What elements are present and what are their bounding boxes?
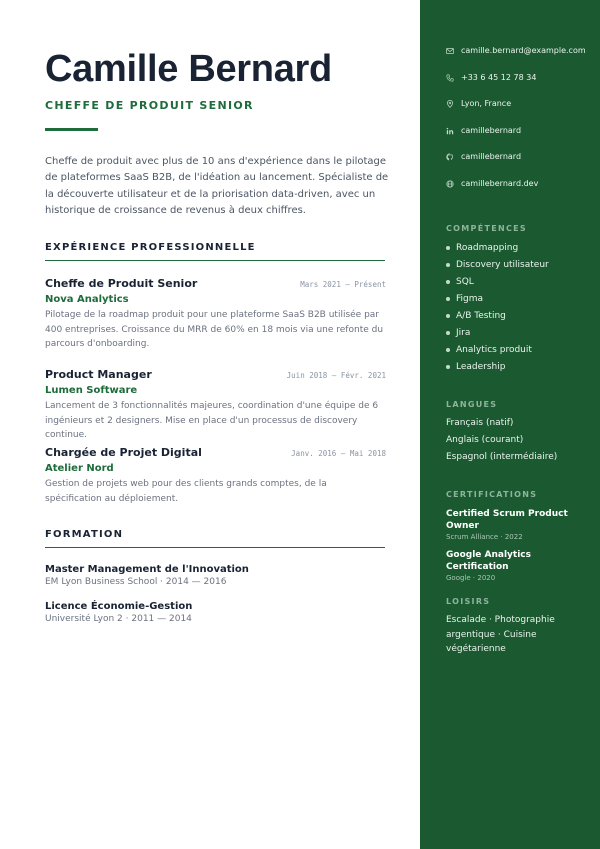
language-item: Espagnol (intermédiaire) — [446, 452, 558, 462]
job-dates: Mars 2021 — Présent — [300, 280, 386, 289]
job-dates: Janv. 2016 — Mai 2018 — [291, 449, 386, 458]
degree-title: Licence Économie-Gestion — [45, 601, 193, 612]
bullet-dot — [446, 314, 450, 318]
language-item: Français (natif) — [446, 418, 514, 428]
skill-item — [446, 362, 505, 372]
bullet-dot — [446, 365, 450, 369]
job-dates: Juin 2018 — Févr. 2021 — [286, 371, 386, 380]
job-description: Pilotage de la roadmap produit pour une plateforme SaaS B2B utilisée par 400 entreprises. Croissance du MRR de 60% en 18 mois via une refonte du parcours d'onboarding. — [45, 310, 384, 349]
skill-item — [446, 311, 506, 321]
contact-linkedin[interactable] — [446, 126, 596, 135]
job-title: CHEFFE DE PRODUIT SENIOR — [45, 99, 254, 112]
globe-icon — [446, 180, 454, 188]
skill-label: Jira — [456, 328, 471, 338]
languages-heading: LANGUES — [446, 400, 498, 409]
website-text: camillebernard.dev — [461, 179, 539, 188]
language-item: Anglais (courant) — [446, 435, 524, 445]
job-company: Nova Analytics — [45, 294, 129, 305]
bullet-dot — [446, 297, 450, 301]
skill-label: SQL — [456, 277, 474, 287]
job-role: Product Manager — [45, 368, 152, 381]
bullet-dot — [446, 263, 450, 267]
skills-heading: COMPÉTENCES — [446, 224, 527, 233]
job-description: Gestion de projets web pour des clients grands comptes, de la spécification au déploiement. — [45, 479, 327, 504]
degree-detail: EM Lyon Business School · 2014 — 2016 — [45, 577, 227, 587]
certification-detail: Scrum Alliance · 2022 — [446, 533, 523, 541]
job-company: Lumen Software — [45, 385, 138, 396]
job-entry — [45, 446, 386, 506]
education-heading: FORMATION — [45, 529, 385, 548]
bullet-dot — [446, 348, 450, 352]
job-entry — [45, 277, 386, 352]
github-text: camillebernard — [461, 152, 522, 161]
education-entry — [45, 564, 386, 587]
skill-item — [446, 328, 470, 338]
skill-label: Leadership — [456, 362, 506, 372]
experience-heading: EXPÉRIENCE PROFESSIONNELLE — [45, 242, 385, 261]
skill-item — [446, 277, 474, 287]
education-entry — [45, 601, 386, 624]
hobbies-text: Escalade · Photographie argentique · Cuisine végétarienne — [446, 615, 555, 654]
skill-item — [446, 294, 483, 304]
phone-icon — [446, 74, 454, 82]
linkedin-icon — [446, 127, 454, 135]
location-text: Lyon, France — [461, 99, 512, 108]
skill-label: Roadmapping — [456, 243, 519, 253]
contact-github[interactable] — [446, 152, 596, 161]
skill-label: Analytics produit — [456, 345, 532, 355]
bullet-dot — [446, 280, 450, 284]
contact-website[interactable] — [446, 179, 596, 188]
location-pin-icon — [446, 100, 454, 108]
skill-item — [446, 243, 518, 253]
bullet-dot — [446, 331, 450, 335]
accent-divider — [45, 128, 98, 131]
skill-item — [446, 345, 532, 355]
contact-location — [446, 99, 596, 108]
linkedin-text: camillebernard — [461, 126, 522, 135]
job-description: Lancement de 3 fonctionnalités majeures, coordination d'une équipe de 6 ingénieurs et 2 designers. Mise en place d'un processus de discovery continue. — [45, 401, 379, 440]
job-entry — [45, 368, 386, 443]
job-role: Cheffe de Produit Senior — [45, 277, 198, 290]
github-icon — [446, 153, 454, 161]
hobbies-heading: LOISIRS — [446, 597, 491, 606]
certification-entry — [446, 549, 586, 582]
skill-item — [446, 260, 549, 270]
certification-name: Certified Scrum Product Owner — [446, 509, 568, 531]
degree-detail: Université Lyon 2 · 2011 — 2014 — [45, 614, 192, 624]
skill-label: Figma — [456, 294, 484, 304]
skill-label: Discovery utilisateur — [456, 260, 549, 270]
certifications-heading: CERTIFICATIONS — [446, 490, 538, 499]
email-text: camille.bernard@example.com — [461, 46, 586, 55]
certification-detail: Google · 2020 — [446, 574, 496, 582]
mail-icon — [446, 47, 454, 55]
job-role: Chargée de Projet Digital — [45, 446, 202, 459]
certification-entry — [446, 508, 586, 541]
contact-email[interactable] — [446, 46, 596, 55]
certification-name: Google Analytics Certification — [446, 550, 531, 572]
job-company: Atelier Nord — [45, 463, 114, 474]
person-name: Camille Bernard — [45, 48, 332, 90]
skill-label: A/B Testing — [456, 311, 506, 321]
phone-text: +33 6 45 12 78 34 — [461, 73, 537, 82]
profile-summary: Cheffe de produit avec plus de 10 ans d'expérience dans le pilotage de plateformes SaaS B2B, de l'idéation au lancement. Spécialiste de la découverte utilisateur et de la priorisation data-driven, avec un historique de croissance de revenus à deux chiffres. — [45, 156, 389, 216]
degree-title: Master Management de l'Innovation — [45, 564, 249, 575]
contact-phone[interactable] — [446, 73, 596, 82]
bullet-dot — [446, 246, 450, 250]
